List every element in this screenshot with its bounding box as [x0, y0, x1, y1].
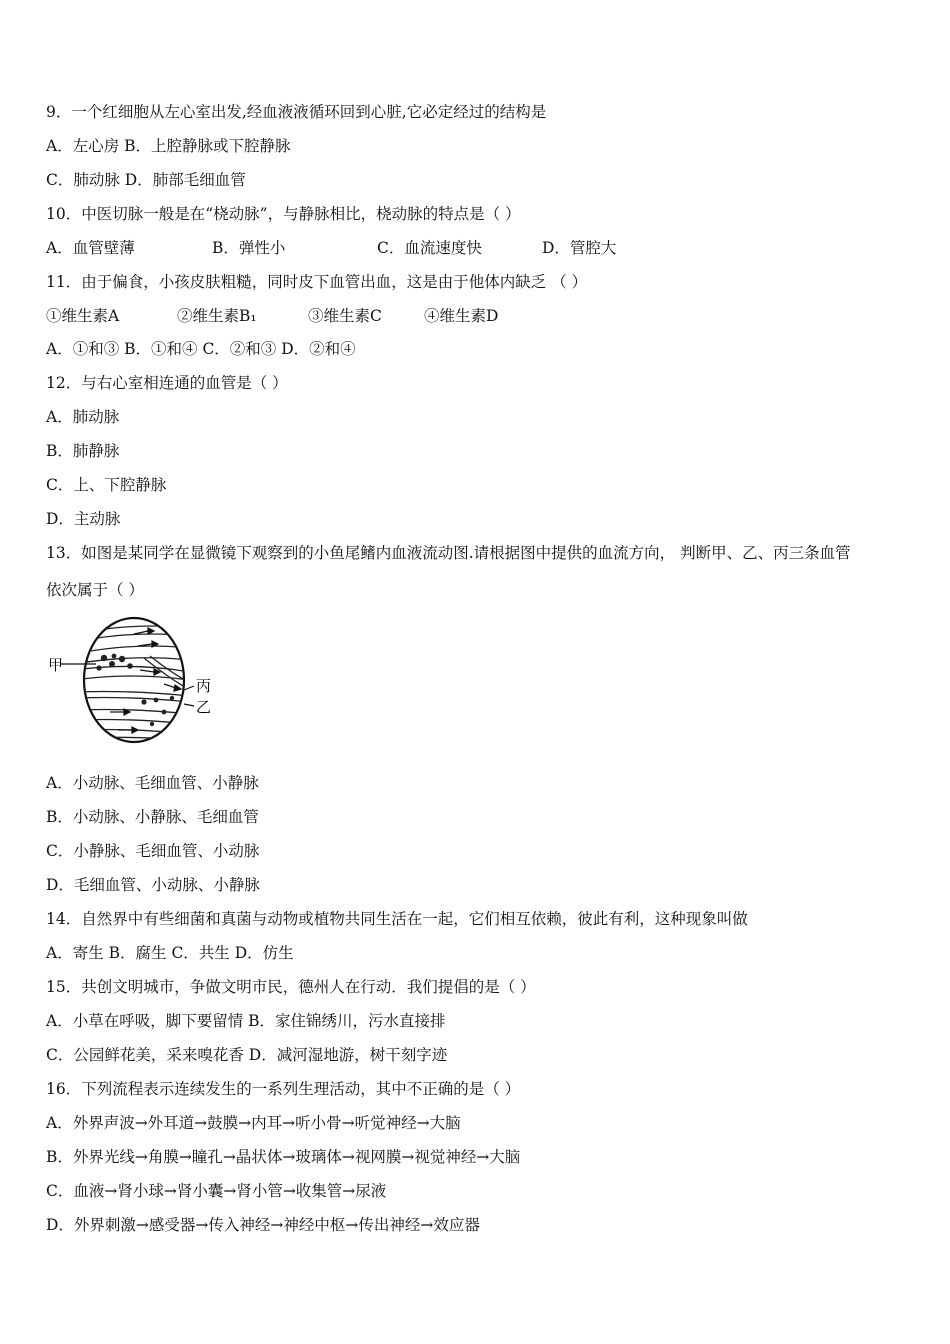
q10-stem: 10．中医切脉一般是在“桡动脉”，与静脉相比，桡动脉的特点是（ ） — [46, 205, 521, 223]
q12-option-a: A．肺动脉 — [46, 408, 120, 426]
q11-options: A．①和③ B．①和④ C．②和③ D．②和④ — [46, 340, 356, 358]
q9-stem: 9．一个红细胞从左心室出发,经血液液循环回到心脏,它必定经过的结构是 — [46, 103, 547, 121]
q12-option-b: B．肺静脉 — [46, 442, 120, 460]
label-yi: 乙 — [196, 698, 212, 716]
q12-stem: 12．与右心室相连通的血管是（ ） — [46, 374, 288, 392]
q16-option-d: D．外界刺激→感受器→传入神经→神经中枢→传出神经→效应器 — [46, 1216, 480, 1234]
q16-stem: 16．下列流程表示连续发生的一系列生理活动，其中不正确的是（ ） — [46, 1080, 521, 1098]
q13-stem-line2: 依次属于（ ） — [46, 581, 144, 599]
q13-option-d: D．毛细血管、小动脉、小静脉 — [46, 876, 260, 894]
q10-option-d: D．管腔大 — [542, 239, 617, 257]
q16-option-b: B．外界光线→角膜→瞳孔→晶状体→玻璃体→视网膜→视觉神经→大脑 — [46, 1148, 521, 1166]
label-jia: 甲 — [48, 656, 64, 674]
q15-options-row1: A．小草在呼吸，脚下要留情 B．家住锦绣川，污水直接排 — [46, 1012, 446, 1030]
q12-option-d: D．主动脉 — [46, 510, 121, 528]
blood-flow-diagram — [44, 612, 219, 747]
q13-stem-line1: 13．如图是某同学在显微镜下观察到的小鱼尾鳍内血液流动图.请根据图中提供的血流方向， 判断甲、乙、丙三条血管 — [46, 544, 851, 562]
q13-option-a: A．小动脉、毛细血管、小静脉 — [46, 774, 259, 792]
q11-item-2: ②维生素B₁ — [177, 307, 257, 325]
q12-option-c: C．上、下腔静脉 — [46, 476, 167, 494]
q9-options-row1: A．左心房 B．上腔静脉或下腔静脉 — [46, 137, 291, 155]
q14-options: A．寄生 B．腐生 C．共生 D．仿生 — [46, 944, 294, 962]
q9-options-row2: C．肺动脉 D．肺部毛细血管 — [46, 171, 246, 189]
q15-options-row2: C．公园鲜花美，采来嗅花香 D．减河湿地游，树干刻字迹 — [46, 1046, 448, 1064]
q11-item-1: ①维生素A — [46, 307, 120, 325]
q11-item-4: ④维生素D — [424, 307, 499, 325]
q10-option-a: A．血管壁薄 — [46, 239, 135, 257]
q13-option-c: C．小静脉、毛细血管、小动脉 — [46, 842, 260, 860]
q11-stem: 11．由于偏食，小孩皮肤粗糙，同时皮下血管出血，这是由于他体内缺乏 （ ） — [46, 273, 588, 291]
q10-option-c: C．血流速度快 — [377, 239, 482, 257]
q14-stem: 14．自然界中有些细菌和真菌与动物或植物共同生活在一起，它们相互依赖，彼此有利，这种现象叫做 — [46, 910, 748, 928]
q15-stem: 15．共创文明城市，争做文明市民，德州人在行动．我们提倡的是（ ） — [46, 978, 536, 996]
microscope-field — [84, 618, 184, 742]
q13-option-b: B．小动脉、小静脉、毛细血管 — [46, 808, 259, 826]
q11-item-3: ③维生素C — [308, 307, 382, 325]
q16-option-a: A．外界声波→外耳道→鼓膜→内耳→听小骨→听觉神经→大脑 — [46, 1114, 461, 1132]
q16-option-c: C．血液→肾小球→肾小囊→肾小管→收集管→尿液 — [46, 1182, 387, 1200]
q10-option-b: B．弹性小 — [212, 239, 286, 257]
label-bing: 丙 — [196, 677, 212, 695]
fish-tail-blood-flow-figure — [44, 612, 219, 747]
